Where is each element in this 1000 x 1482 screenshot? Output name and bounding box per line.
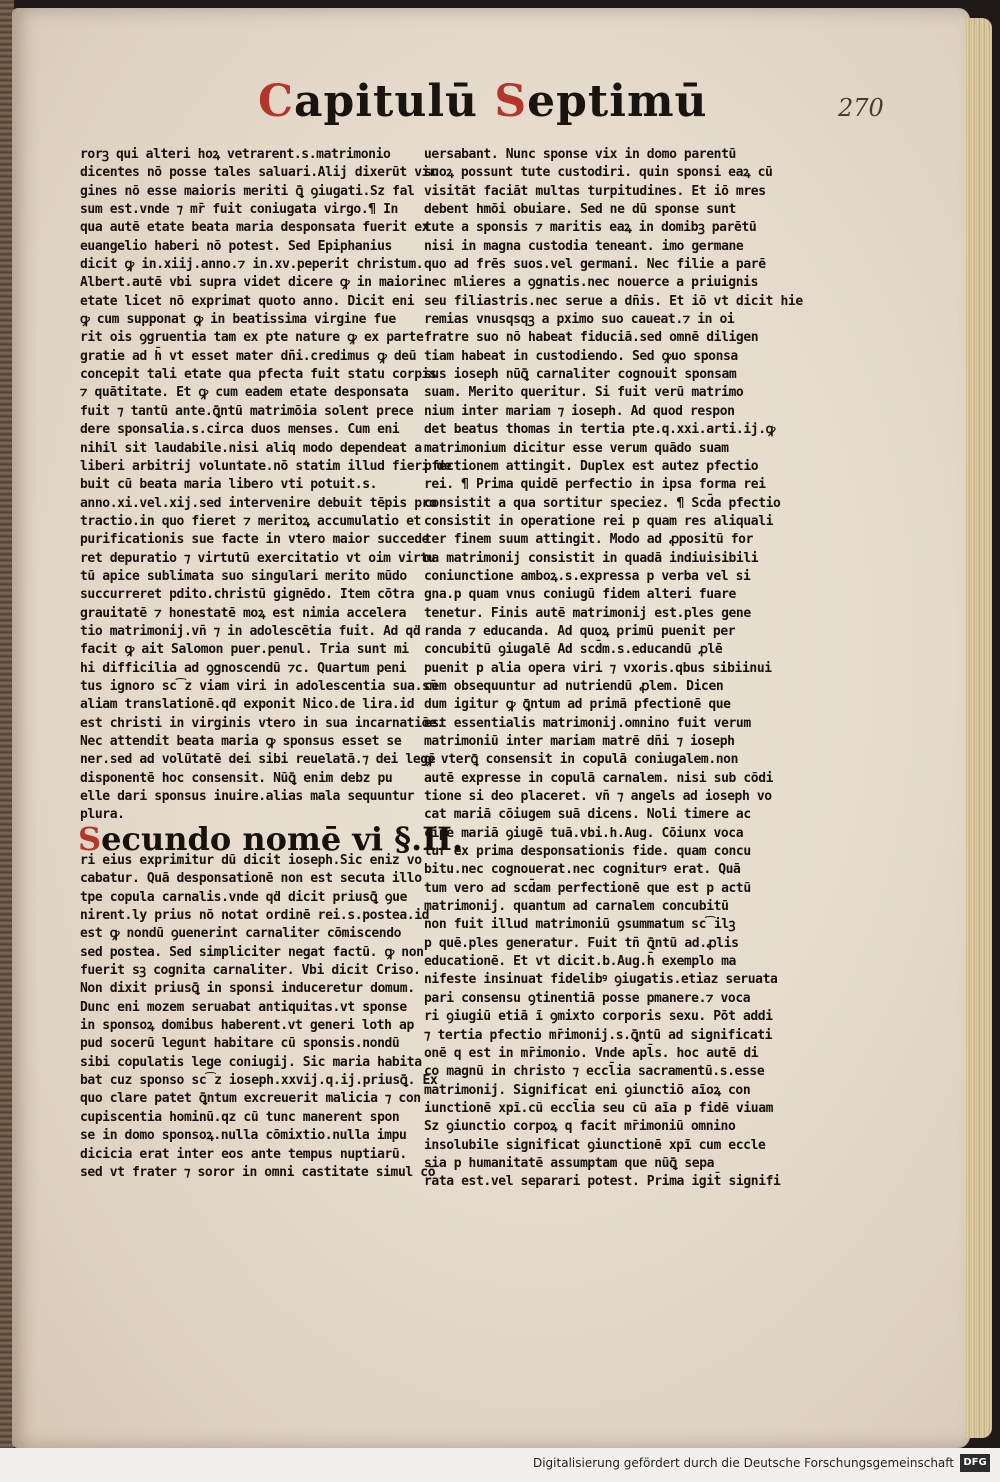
- text-line: se in domo sponsoꝝ.nulla cōmixtio.nulla impu: [80, 1128, 407, 1144]
- text-line: visitāt faciāt multas turpitudines. Et iō mres: [424, 183, 766, 199]
- text-line: pari consensu ꝯtinentiā posse pmanere.⁊ voca: [424, 990, 751, 1006]
- text-line: tio matrimonij.vn̄ ⁊ in adolescētia fuit. Ad qḋ: [80, 623, 421, 639]
- text-line: coniunctione amboꝝ.s.expressa p verba vel si: [424, 568, 751, 584]
- text-line: nisi in magna custodia teneant. imo germane: [424, 238, 744, 254]
- text-line: tractio.in quo fieret ⁊ meritoꝝ accumulatio et: [80, 513, 421, 529]
- text-line: nirent.ly prius nō notat ordinē rei.s.postea.id: [80, 908, 430, 924]
- text-line: tum vero ad scd̄am perfectionē que est p actū: [424, 880, 751, 896]
- text-line: non fuit illud matrimoniū ꝯsummatum sc͡ilꝫ: [424, 917, 735, 933]
- text-line: ⁊ quātitate. Et ꝙ cum eadem etate desponsata: [80, 385, 409, 401]
- text-line: tute a sponsis ⁊ maritis eaꝝ in domibꝫ parētū: [424, 220, 757, 236]
- right-text-column: [424, 146, 803, 1192]
- text-line: Sz ꝯiunctio corpoꝝ q facit mr̄imoniū omnino: [424, 1119, 736, 1135]
- text-line: remias vnusqsqꝫ a pximo suo caueat.⁊ in oi: [424, 312, 735, 328]
- text-line: ter finem suum attingit. Modo ad ꝓpositū for: [424, 532, 754, 548]
- text-line: matrimonium dicitur esse verum quādo suam: [424, 440, 729, 456]
- text-line: est essentialis matrimonij.omnino fuit verum: [424, 715, 751, 731]
- text-line: consistit a qua sortitur speciez. ¶ Scd̄a pfectio: [424, 495, 781, 511]
- text-line: matrimonij. quantum ad carnalem concubitū: [424, 899, 729, 915]
- text-line: ret depuratio ⁊ virtutū exercitatio vt oim virtu: [80, 550, 436, 566]
- text-line: tenetur. Finis autē matrimonij est.ples gene: [424, 605, 751, 621]
- text-line: matrimoniū inter mariam matrē dn̄i ⁊ ioseph: [424, 734, 735, 749]
- text-line: cabatur. Quā desponsationē non est secuta illo: [80, 871, 422, 887]
- text-line: tiam habeat in custodiendo. Sed ꝙuo sponsa: [424, 348, 738, 364]
- text-line: ner.sed ad volūtatē dei sibi reuelatā.⁊ dei legē: [80, 752, 436, 768]
- text-line: tus ignoro sc͡z viam viri in adolescentia sua.sm̄: [80, 678, 437, 694]
- text-line: det beatus thomas in tertia pte.q.xxi.arti.ij.ꝙ: [424, 422, 775, 438]
- text-line: pfectionem attingit. Duplex est autez pfectio: [424, 458, 759, 474]
- text-line: gines nō esse maioris meriti ꝗ̄ ꝯiugati.Sz fal: [80, 183, 415, 199]
- text-line: buit cū beata maria libero vti potuit.s.: [80, 477, 378, 493]
- text-line: dum igitur ꝙ ꝗ̄ntum ad primā pfectionē que: [424, 697, 731, 713]
- text-line: sibi copulatis lege coniugij. Sic maria habita: [80, 1054, 422, 1070]
- text-line: est christi in virginis vtero in sua incarnatiōe.: [80, 715, 444, 731]
- text-line: tur ex prima desponsationis fide. quam concu: [424, 844, 751, 860]
- text-line: ꝙ cum supponat ꝙ in beatissima virgine fue: [80, 312, 396, 328]
- text-line: autē expresse in copulā carnalem. nisi sub cōdi: [424, 770, 774, 786]
- text-line: est ꝙ nondū ꝯuenerint carnaliter cōmiscendo: [80, 926, 402, 942]
- text-line: iunctionē xpī.cū eccl̄ia seu cū aīa p fidē viuam: [424, 1100, 774, 1116]
- text-line: rit ois ꝯgruentia tam ex pte nature ꝙ ex parte: [80, 330, 424, 346]
- text-line: suam. Merito queritur. Si fuit verū matrimo: [424, 385, 744, 401]
- text-line: euangelio haberi nō potest. Sed Epiphanius: [80, 238, 392, 254]
- text-line: Non dixit priusꝗ̄ in sponsi induceretur domum.: [80, 981, 415, 997]
- text-line: gratie ad h̄ vt esset mater dn̄i.credimus ꝙ deū: [80, 348, 417, 364]
- text-line: uersabant. Nunc sponse vix in domo parentū: [424, 147, 736, 162]
- text-line: nec mlieres a ꝯgnatis.nec nouerce a priuignis: [424, 275, 759, 291]
- text-line: fuit ⁊ tantū ante.ꝗ̄ntū matrimōia solent prece: [80, 403, 414, 419]
- chapter-title: Capitulū Septimū: [258, 76, 708, 127]
- text-line: sum est.vnde ⁊ mr̄ fuit coniugata virgo.¶ In: [80, 202, 398, 218]
- text-line: ri ꝯiugiū etiā ī ꝯmixto corporis sexu. Pōt addi: [424, 1009, 773, 1025]
- text-line: purificationis sue facte in vtero maior succede: [80, 532, 430, 548]
- text-line: anno.xi.vel.xij.sed intervenire debuit tēpis pro: [80, 495, 437, 511]
- text-line: ri eius exprimitur dū dicit ioseph.Sic eniz vo: [80, 853, 422, 868]
- dfg-logo: DFG: [960, 1454, 990, 1472]
- text-line: nifeste insinuat fidelibꝰ ꝯiugatis.etiaz seruata: [424, 972, 778, 988]
- text-line: gna.p quam vnus coniugū fidem alteri fuare: [424, 587, 736, 603]
- text-line: seu filiastris.nec serue a dn̄is. Et iō vt dicit hie: [424, 293, 803, 309]
- text-line: quo clare patet ꝗ̄ntum excreuerit malicia ⁊ con: [80, 1091, 421, 1107]
- left-text-column: [80, 146, 452, 825]
- text-line: aliam translationē.qḋ exponit Nico.de lira.id: [80, 697, 415, 713]
- text-line: in sponsoꝝ domibus haberent.vt generi loth ap: [80, 1018, 414, 1034]
- section-heading: Secundo nomē vi §.II.: [78, 820, 464, 858]
- text-line: succurreret pdito.christū gignēdo. Item cōtra: [80, 587, 415, 603]
- text-line: elle dari sponsus inuire.alias mala sequuntur: [80, 789, 415, 805]
- text-line: puenit p alia opera viri ⁊ vxoris.qbus sibiinui: [424, 660, 772, 676]
- text-line: p quē.ples generatur. Fuit tn̄ ꝗ̄ntū ad.ꝓlis: [424, 935, 739, 951]
- text-line: bat cuz sponso sc͡z ioseph.xxvij.q.ij.priusꝗ̄. Ex: [80, 1073, 438, 1089]
- text-line: facit ꝙ ait Salomon puer.penul. Tria sunt mi: [80, 642, 409, 658]
- folio-number: 270: [838, 94, 884, 122]
- text-line: cipe mariā ꝯiugē tuā.vbi.h.Aug. Cōiunx voca: [424, 825, 744, 841]
- text-line: Dunc eni mozem seruabat antiquitas.vt sponse: [80, 999, 407, 1015]
- text-line: tione si deo placeret. vn̄ ⁊ angels ad ioseph vo: [424, 789, 772, 805]
- text-line: sia p humanitatē assumptam que nūꝗ̄ sepa: [424, 1155, 715, 1171]
- text-line: concepit tali etate qua pfecta fuit statu corpis: [80, 367, 437, 383]
- text-line: qua autē etate beata maria desponsata fuerit ex: [80, 220, 430, 236]
- text-line: concubitū ꝯiugalē Ad scd̄m.s.educandū ꝓlē: [424, 642, 723, 658]
- text-line: dicentes nō posse tales saluari.Alij dixerūt vir: [80, 165, 437, 181]
- text-line: Albert.autē vbi supra videt dicere ꝙ in maiori: [80, 275, 424, 291]
- footer-bar: [0, 1448, 1000, 1482]
- text-line: grauitatē ⁊ honestatē moꝝ est nimia accelera: [80, 605, 407, 621]
- left-text-column-continued: [80, 852, 438, 1182]
- text-line: consistit in operatione rei p quam res aliquali: [424, 513, 774, 529]
- text-line: ⁊ tertia pfectio mr̄imonij.s.ꝗ̄ntū ad significati: [424, 1027, 773, 1043]
- text-line: debent hmōi obuiare. Sed ne dū sponse sunt: [424, 202, 736, 218]
- text-line: educationē. Et vt dicit.b.Aug.h̄ exemplo ma: [424, 954, 736, 970]
- text-line: nium inter mariam ⁊ ioseph. Ad quod respon: [424, 403, 735, 419]
- text-line: rata est.vel separari potest. Prima igit̄ signifi: [424, 1174, 781, 1190]
- funding-credit: Digitalisierung gefördert durch die Deutsche Forschungsgemeinschaft: [532, 1456, 954, 1470]
- text-line: rei. ¶ Prima quidē perfectio in ipsa forma rei: [424, 477, 766, 493]
- text-line: cat mariā cōiugem suā dicens. Noli timere ac: [424, 807, 751, 823]
- text-line: tū apice sublimata suo singulari merito mūdo: [80, 568, 407, 584]
- text-line: onē q est in mr̄imonio. Vnde apl̄s. hoc autē di: [424, 1045, 759, 1061]
- text-line: ma matrimonij consistit in quadā indiuisibili: [424, 550, 759, 566]
- text-line: pud socerū legunt habitare cū sponsis.nondū: [80, 1036, 400, 1052]
- text-line: tpe copula carnalis.vnde qḋ dicit priusꝗ̄ ꝯue: [80, 889, 408, 905]
- text-line: rorꝫ qui alteri hoꝝ vetrarent.s.matrimonio: [80, 147, 391, 162]
- text-line: dicit ꝙ in.xiij.anno.⁊ in.xv.peperit christum.: [80, 257, 424, 273]
- text-line: ꝙ vterꝗ̄ consensit in copulā coniugalem.non: [424, 752, 739, 768]
- text-line: cupiscentia hominū.qz cū tunc manerent spon: [80, 1109, 400, 1125]
- text-line: cem obsequuntur ad nutriendū ꝓlem. Dicen: [424, 678, 724, 694]
- text-line: randa ⁊ educanda. Ad quoꝝ primū puenit per: [424, 623, 736, 639]
- text-line: quo ad frēs suos.vel germani. Nec filie a parē: [424, 257, 766, 273]
- text-line: Nec attendit beata maria ꝙ sponsus esset se: [80, 734, 402, 749]
- text-line: matrimonij. Significat eni ꝯiunctiō aīoꝝ con: [424, 1082, 751, 1098]
- text-line: plura.: [80, 807, 125, 823]
- text-line: etate licet nō exprimat quoto anno. Dicit eni: [80, 293, 415, 309]
- text-line: sus ioseph nūꝗ̄ carnaliter cognouit sponsam: [424, 367, 737, 383]
- text-line: hi difficilia ad ꝯgnoscendū ⁊c. Quartum peni: [80, 660, 407, 676]
- text-line: sed postea. Sed simpliciter negat factū. ꝙ non: [80, 944, 424, 960]
- text-line: liberi arbitrij voluntate.nō statim illud fieri de: [80, 458, 452, 474]
- text-line: disponentē hoc consensit. Nūꝗ̄ enim debz pu: [80, 770, 393, 786]
- page-block-edges: [966, 18, 992, 1438]
- text-line: bitu.nec cognouerat.nec cogniturꝰ erat. Quā: [424, 862, 741, 878]
- text-line: co magnū in christo ⁊ eccl̄ia sacramentū.s.esse: [424, 1064, 765, 1080]
- text-line: dicicia erat inter eos ante tempus nuptiarū.: [80, 1146, 407, 1162]
- text-line: dere sponsalia.s.circa duos menses. Cum eni: [80, 422, 400, 438]
- text-line: fuerit sꝫ cognita carnaliter. Vbi dicit Criso.: [80, 963, 421, 979]
- text-line: nihil sit laudabile.nisi aliq modo dependeat a: [80, 440, 422, 456]
- text-line: fratre suo nō habeat fiduciā.sed omnē diligen: [424, 330, 759, 346]
- text-line: sed vt frater ⁊ soror in omni castitate simul cō: [80, 1164, 436, 1180]
- text-line: suoꝝ possunt tute custodiri. quin sponsi eaꝝ cū: [424, 165, 773, 181]
- text-line: insolubile significat ꝯiunctionē xpī cum eccle: [424, 1137, 766, 1153]
